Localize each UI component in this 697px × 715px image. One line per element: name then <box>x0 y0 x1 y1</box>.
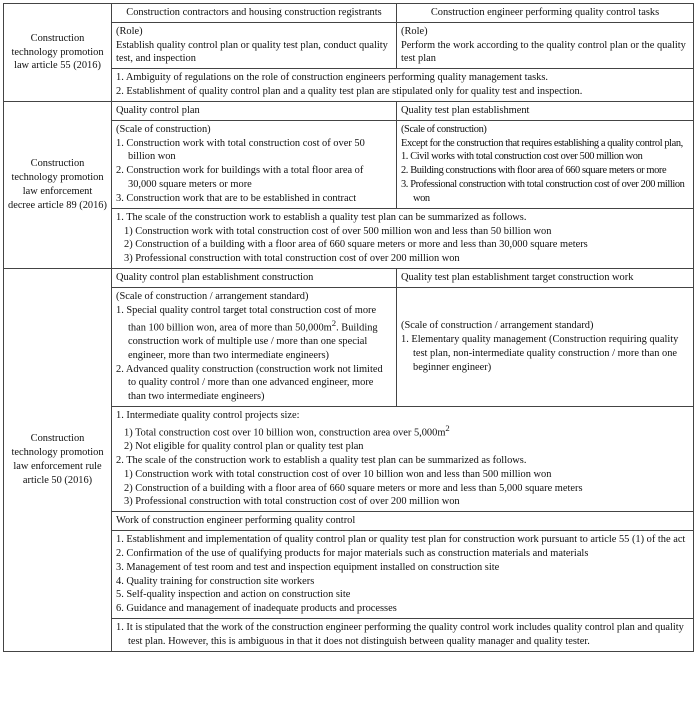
scale-intro: (Scale of construction / arrangement standard) <box>116 290 309 302</box>
note-subitem: 3) Professional construction with total construction cost of over 200 million won <box>124 496 460 508</box>
list-item <box>116 304 392 363</box>
row3-side-label <box>4 269 112 652</box>
note-subitem: 2) Construction of a building with a floor area of 660 square meters or more and less than 30,000 square meters <box>124 239 588 251</box>
row1-notes <box>112 69 694 102</box>
list-item: 1. Construction work with total construction cost of over 50 billion won <box>116 137 365 163</box>
note-subitem: 3) Professional construction with total construction cost of over 200 million won <box>124 253 460 265</box>
row2-header-row <box>4 101 694 120</box>
list-item: 2. Building constructions with floor area of 660 square meters or more <box>401 165 667 177</box>
row2-col2-header: Quality test plan establishment <box>397 101 694 120</box>
list-item: 2. Construction work for buildings with a total floor area of 30,000 square meters or more <box>116 165 364 191</box>
note-item: 1. Ambiguity of regulations on the role of construction engineers performing quality management tasks. <box>116 72 548 84</box>
row1-col2-body <box>397 22 694 68</box>
note-subitem: 1) Construction work with total construction cost of over 10 billion won and less than 500 million won <box>124 468 552 480</box>
work-item: 5. Self-quality inspection and action on construction site <box>116 589 351 601</box>
row2-col1-header: Quality control plan <box>112 101 397 120</box>
row2-side-label <box>4 101 112 268</box>
row1-col1-header: Construction contractors and housing construction registrants <box>112 4 397 23</box>
row1-side-text: Construction technology promotion law article 55 (2016) <box>11 32 104 72</box>
list-item: 1. Elementary quality management (Construction requiring quality test plan, non-intermediate quality construction / more than one beginner engineer) <box>401 334 679 373</box>
list-item: 3. Professional construction with total construction cost of over 200 million won <box>401 179 685 204</box>
row3-col1-header: Quality control plan establishment construction <box>112 269 397 288</box>
note-lead: 1. Intermediate quality control projects size: <box>116 410 300 421</box>
row1-col1-body <box>112 22 397 68</box>
work-item: 1. Establishment and implementation of quality control plan or quality test plan for construction work pursuant to article 55 (1) of the act <box>116 534 686 546</box>
role-text: Establish quality control plan or quality test plan, conduct quality test, and inspection <box>116 39 388 65</box>
work-header: Work of construction engineer performing quality control <box>112 512 694 531</box>
note-subitem-text: 1) Total construction cost over 10 billion won, construction area over 5,000m <box>124 427 446 439</box>
row2-col2-body <box>397 120 694 208</box>
work-item: 6. Guidance and management of inadequate products and processes <box>116 603 397 615</box>
note-subitem <box>116 423 689 440</box>
work-item: 4. Quality training for construction site workers <box>116 575 315 587</box>
work-list <box>112 531 694 619</box>
row3-header-row <box>4 269 694 288</box>
note-item: 2. Establishment of quality control plan and a quality test plan are stipulated only for quality test and inspection. <box>116 86 583 98</box>
row3-notes <box>112 407 694 512</box>
row2-notes <box>112 208 694 268</box>
superscript: 2 <box>445 422 450 433</box>
scale-lead: Except for the construction that requires establishing a quality control plan, <box>401 137 683 149</box>
row3-col1-body <box>112 287 397 406</box>
scale-intro: (Scale of construction) <box>116 123 211 135</box>
row1-side-label <box>4 4 112 102</box>
role-label: (Role) <box>401 25 428 37</box>
work-item: 2. Confirmation of the use of qualifying products for major materials such as construction materials and materials <box>116 547 589 559</box>
row1-col2-header: Construction engineer performing quality control tasks <box>397 4 694 23</box>
row3-col2-body <box>397 287 694 406</box>
row3-col2-header: Quality test plan establishment target construction work <box>397 269 694 288</box>
final-note-text: 1. It is stipulated that the work of the construction engineer performing the quality control work includes quality control plan and quality test plan. However, this is ambiguous in that it does not distinguish between quality manager and quality tester. <box>116 622 684 647</box>
list-item: 2. Advanced quality construction (construction work not limited to quality control / more than one advanced engineer, more than two intermediate engineers) <box>116 363 383 403</box>
superscript: 2 <box>331 317 337 328</box>
note-subitem: 2) Construction of a building with a floor area of 660 square meters or more and less than 5,000 square meters <box>124 482 583 494</box>
role-text: Perform the work according to the quality control plan or the quality test plan <box>401 39 686 65</box>
list-item-text: . Building construction work of multiple use / more than one special engineer, more than two intermediate engineers) <box>128 322 378 361</box>
work-item: 3. Management of test room and test and inspection equipment installed on construction site <box>116 561 500 573</box>
list-item: 3. Construction work that are to be established in contract <box>116 192 357 204</box>
regulation-table <box>3 3 694 652</box>
list-item-text: 1. Special quality control target total construction cost of more than 100 billion won, area of more than 50,000m <box>116 304 377 334</box>
row2-col1-body <box>112 120 397 208</box>
scale-intro: (Scale of construction) <box>401 123 487 135</box>
scale-intro: (Scale of construction / arrangement standard) <box>401 320 594 332</box>
note-lead: 1. The scale of the construction work to establish a quality test plan can be summarized as follows. <box>116 211 527 223</box>
final-note <box>112 619 694 652</box>
note-subitem: 2) Not eligible for quality control plan or quality test plan <box>124 441 364 453</box>
note-subitem: 1) Construction work with total construction cost of over 500 million won and less than 50 billion won <box>124 225 552 237</box>
role-label: (Role) <box>116 25 143 37</box>
row1-header-row <box>4 4 694 23</box>
row3-side-text: Construction technology promotion law enforcement rule article 50 (2016) <box>11 433 104 486</box>
row2-side-text: Construction technology promotion law enforcement decree article 89 (2016) <box>8 158 107 211</box>
list-item: 1. Civil works with total construction cost over 500 million won <box>401 151 643 163</box>
note-lead: 2. The scale of the construction work to establish a quality test plan can be summarized as follows. <box>116 454 527 466</box>
